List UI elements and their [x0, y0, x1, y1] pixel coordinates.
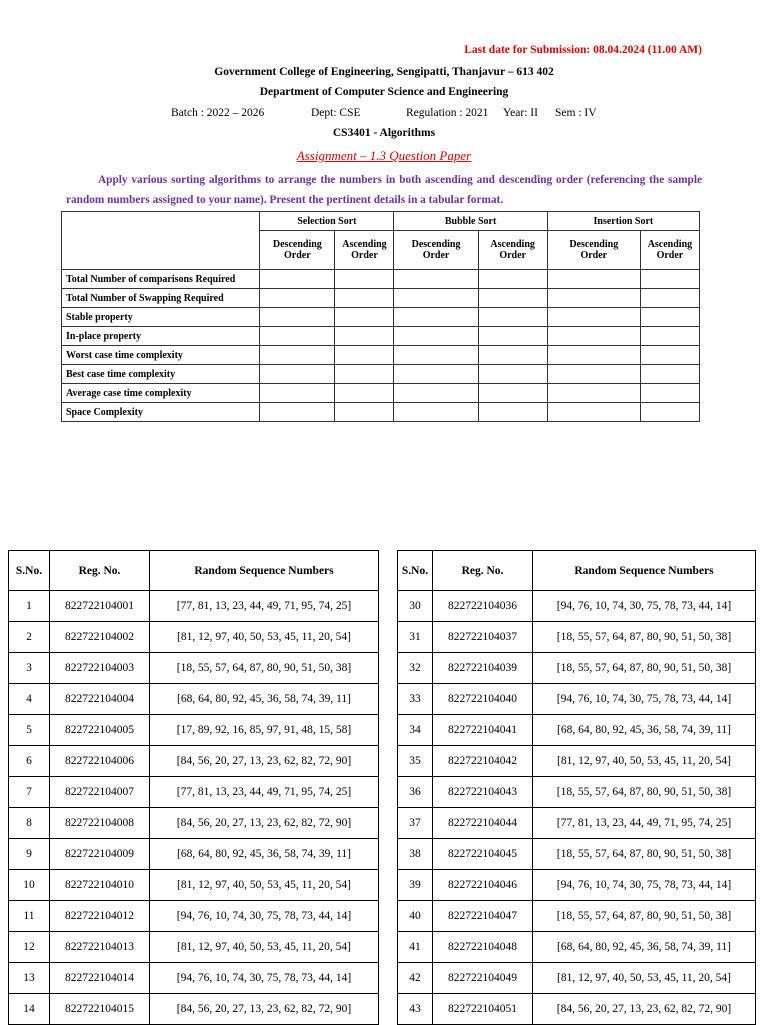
reg-no-cell: 822722104005 — [50, 715, 150, 746]
sorting-summary-table — [61, 211, 700, 422]
course-title: CS3401 - Algorithms — [332, 127, 436, 139]
answer-cell — [260, 365, 335, 384]
order-header: Ascending Order — [335, 231, 394, 270]
answer-cell — [335, 403, 394, 422]
table-row — [398, 870, 756, 901]
sequence-cell: [77, 81, 13, 23, 44, 49, 71, 95, 74, 25] — [533, 808, 756, 839]
table-row — [9, 777, 379, 808]
reg-no-cell: 822722104009 — [50, 839, 150, 870]
summary-row-label: In-place property — [62, 327, 260, 346]
table-row — [9, 653, 379, 684]
reg-no-cell: 822722104042 — [433, 746, 533, 777]
algo-header-insertion: Insertion Sort — [547, 212, 699, 231]
answer-cell — [478, 327, 547, 346]
answer-cell — [478, 289, 547, 308]
summary-row-label: Total Number of Swapping Required — [62, 289, 260, 308]
reg-no-cell: 822722104001 — [50, 591, 150, 622]
summary-row — [62, 346, 700, 365]
sequence-cell: [81, 12, 97, 40, 50, 53, 45, 11, 20, 54] — [150, 622, 379, 653]
reg-no-cell: 822722104036 — [433, 591, 533, 622]
table-row — [398, 622, 756, 653]
col-header-sno: S.No. — [398, 551, 433, 591]
sequence-cell: [18, 55, 57, 64, 87, 80, 90, 51, 50, 38] — [533, 839, 756, 870]
answer-cell — [547, 289, 640, 308]
answer-cell — [260, 270, 335, 289]
answer-cell — [260, 403, 335, 422]
answer-cell — [394, 346, 478, 365]
sequence-cell: [68, 64, 80, 92, 45, 36, 58, 74, 39, 11] — [150, 684, 379, 715]
answer-cell — [335, 365, 394, 384]
sno-cell: 30 — [398, 591, 433, 622]
answer-cell — [478, 384, 547, 403]
reg-no-cell: 822722104012 — [50, 901, 150, 932]
reg-no-cell: 822722104013 — [50, 932, 150, 963]
order-header: Descending Order — [394, 231, 478, 270]
answer-cell — [335, 289, 394, 308]
summary-row-label: Worst case time complexity — [62, 346, 260, 365]
sequence-cell: [68, 64, 80, 92, 45, 36, 58, 74, 39, 11] — [533, 715, 756, 746]
reg-no-cell: 822722104015 — [50, 994, 150, 1025]
sequence-cell: [68, 64, 80, 92, 45, 36, 58, 74, 39, 11] — [533, 932, 756, 963]
table-row — [398, 839, 756, 870]
year: Year: II — [503, 107, 538, 119]
answer-cell — [260, 289, 335, 308]
sequence-cell: [77, 81, 13, 23, 44, 49, 71, 95, 74, 25] — [150, 777, 379, 808]
reg-no-cell: 822722104004 — [50, 684, 150, 715]
table-row — [398, 994, 756, 1025]
table-row — [398, 808, 756, 839]
algo-header-selection: Selection Sort — [260, 212, 394, 231]
summary-row-label: Best case time complexity — [62, 365, 260, 384]
sequence-table-left — [8, 550, 379, 1025]
sno-cell: 35 — [398, 746, 433, 777]
table-row — [398, 777, 756, 808]
table-row — [9, 963, 379, 994]
answer-cell — [640, 289, 699, 308]
table-row — [9, 591, 379, 622]
sequence-cell: [94, 76, 10, 74, 30, 75, 78, 73, 44, 14] — [533, 870, 756, 901]
algo-header-bubble: Bubble Sort — [394, 212, 547, 231]
sno-cell: 40 — [398, 901, 433, 932]
semester: Sem : IV — [555, 107, 597, 119]
table-row — [398, 591, 756, 622]
answer-cell — [547, 384, 640, 403]
table-row — [9, 684, 379, 715]
department-name: Department of Computer Science and Engineering — [259, 86, 509, 98]
dept-code: Dept: CSE — [311, 107, 361, 119]
reg-no-cell: 822722104006 — [50, 746, 150, 777]
regulation: Regulation : 2021 — [406, 107, 489, 119]
answer-cell — [394, 384, 478, 403]
reg-no-cell: 822722104040 — [433, 684, 533, 715]
sequence-cell: [94, 76, 10, 74, 30, 75, 78, 73, 44, 14] — [533, 684, 756, 715]
table-row — [9, 808, 379, 839]
answer-cell — [478, 308, 547, 327]
reg-no-cell: 822722104045 — [433, 839, 533, 870]
reg-no-cell: 822722104043 — [433, 777, 533, 808]
reg-no-cell: 822722104048 — [433, 932, 533, 963]
table-row — [398, 963, 756, 994]
summary-row-label: Average case time complexity — [62, 384, 260, 403]
answer-cell — [640, 270, 699, 289]
table-row — [9, 622, 379, 653]
sno-cell: 12 — [9, 932, 50, 963]
reg-no-cell: 822722104007 — [50, 777, 150, 808]
sequence-cell: [94, 76, 10, 74, 30, 75, 78, 73, 44, 14] — [533, 591, 756, 622]
col-header-seq: Random Sequence Numbers — [533, 551, 756, 591]
summary-row — [62, 365, 700, 384]
table-row — [9, 870, 379, 901]
sequence-cell: [84, 56, 20, 27, 13, 23, 62, 82, 72, 90] — [150, 994, 379, 1025]
summary-row-label: Total Number of comparisons Required — [62, 270, 260, 289]
sequence-cell: [18, 55, 57, 64, 87, 80, 90, 51, 50, 38] — [533, 622, 756, 653]
answer-cell — [335, 384, 394, 403]
table-row — [398, 746, 756, 777]
answer-cell — [335, 270, 394, 289]
sno-cell: 13 — [9, 963, 50, 994]
answer-cell — [640, 308, 699, 327]
sequence-cell: [84, 56, 20, 27, 13, 23, 62, 82, 72, 90] — [150, 808, 379, 839]
sno-cell: 7 — [9, 777, 50, 808]
summary-row — [62, 289, 700, 308]
sno-cell: 8 — [9, 808, 50, 839]
sequence-cell: [84, 56, 20, 27, 13, 23, 62, 82, 72, 90] — [533, 994, 756, 1025]
answer-cell — [640, 346, 699, 365]
sno-cell: 14 — [9, 994, 50, 1025]
sno-cell: 32 — [398, 653, 433, 684]
summary-row — [62, 308, 700, 327]
answer-cell — [478, 403, 547, 422]
sequence-cell: [18, 55, 57, 64, 87, 80, 90, 51, 50, 38] — [150, 653, 379, 684]
answer-cell — [260, 308, 335, 327]
sequence-cell: [68, 64, 80, 92, 45, 36, 58, 74, 39, 11] — [150, 839, 379, 870]
summary-row — [62, 403, 700, 422]
sno-cell: 1 — [9, 591, 50, 622]
college-name: Government College of Engineering, Sengipatti, Thanjavur – 613 402 — [214, 66, 554, 78]
col-header-sno: S.No. — [9, 551, 50, 591]
answer-cell — [260, 346, 335, 365]
table-row — [398, 932, 756, 963]
answer-cell — [394, 403, 478, 422]
sno-cell: 36 — [398, 777, 433, 808]
sequence-cell: [18, 55, 57, 64, 87, 80, 90, 51, 50, 38] — [533, 901, 756, 932]
summary-row — [62, 270, 700, 289]
col-header-reg: Reg. No. — [50, 551, 150, 591]
order-header: Descending Order — [260, 231, 335, 270]
sno-cell: 11 — [9, 901, 50, 932]
sequence-cell: [18, 55, 57, 64, 87, 80, 90, 51, 50, 38] — [533, 777, 756, 808]
table-row — [398, 684, 756, 715]
answer-cell — [394, 270, 478, 289]
sno-cell: 34 — [398, 715, 433, 746]
answer-cell — [335, 327, 394, 346]
answer-cell — [394, 308, 478, 327]
answer-cell — [547, 327, 640, 346]
sno-cell: 6 — [9, 746, 50, 777]
reg-no-cell: 822722104010 — [50, 870, 150, 901]
answer-cell — [260, 327, 335, 346]
table-row — [9, 901, 379, 932]
answer-cell — [394, 289, 478, 308]
sno-cell: 43 — [398, 994, 433, 1025]
sno-cell: 10 — [9, 870, 50, 901]
col-header-reg: Reg. No. — [433, 551, 533, 591]
sno-cell: 4 — [9, 684, 50, 715]
sequence-table-right — [397, 550, 756, 1025]
sno-cell: 5 — [9, 715, 50, 746]
sequence-cell: [18, 55, 57, 64, 87, 80, 90, 51, 50, 38] — [533, 653, 756, 684]
reg-no-cell: 822722104051 — [433, 994, 533, 1025]
answer-cell — [640, 327, 699, 346]
sequence-cell: [17, 89, 92, 16, 85, 97, 91, 48, 15, 58] — [150, 715, 379, 746]
answer-cell — [335, 346, 394, 365]
sequence-cell: [84, 56, 20, 27, 13, 23, 62, 82, 72, 90] — [150, 746, 379, 777]
table-row — [398, 901, 756, 932]
reg-no-cell: 822722104046 — [433, 870, 533, 901]
table-row — [9, 715, 379, 746]
sno-cell: 41 — [398, 932, 433, 963]
sno-cell: 2 — [9, 622, 50, 653]
summary-row-label: Space Complexity — [62, 403, 260, 422]
table-row — [9, 994, 379, 1025]
answer-cell — [547, 365, 640, 384]
submission-deadline: Last date for Submission: 08.04.2024 (11.00 AM) — [464, 44, 702, 56]
sno-cell: 33 — [398, 684, 433, 715]
answer-cell — [547, 403, 640, 422]
order-header: Descending Order — [547, 231, 640, 270]
table-row — [398, 653, 756, 684]
answer-cell — [394, 365, 478, 384]
answer-cell — [394, 327, 478, 346]
reg-no-cell: 822722104003 — [50, 653, 150, 684]
answer-cell — [640, 384, 699, 403]
answer-cell — [640, 403, 699, 422]
sequence-cell: [94, 76, 10, 74, 30, 75, 78, 73, 44, 14] — [150, 963, 379, 994]
batch: Batch : 2022 – 2026 — [171, 107, 265, 119]
instructions: Apply various sorting algorithms to arrange the numbers in both ascending and descending order (referencing the sample random numbers assigned to your name). Present the pertinent details in a tabular format. — [66, 174, 702, 206]
order-header: Ascending Order — [478, 231, 547, 270]
answer-cell — [547, 346, 640, 365]
sno-cell: 31 — [398, 622, 433, 653]
sno-cell: 42 — [398, 963, 433, 994]
table-row — [9, 839, 379, 870]
sequence-cell: [81, 12, 97, 40, 50, 53, 45, 11, 20, 54] — [533, 746, 756, 777]
table-row — [9, 932, 379, 963]
sno-cell: 37 — [398, 808, 433, 839]
reg-no-cell: 822722104008 — [50, 808, 150, 839]
reg-no-cell: 822722104037 — [433, 622, 533, 653]
reg-no-cell: 822722104002 — [50, 622, 150, 653]
sno-cell: 3 — [9, 653, 50, 684]
sequence-cell: [77, 81, 13, 23, 44, 49, 71, 95, 74, 25] — [150, 591, 379, 622]
summary-row — [62, 384, 700, 403]
sno-cell: 38 — [398, 839, 433, 870]
sno-cell: 9 — [9, 839, 50, 870]
answer-cell — [547, 308, 640, 327]
answer-cell — [335, 308, 394, 327]
sequence-cell: [81, 12, 97, 40, 50, 53, 45, 11, 20, 54] — [150, 870, 379, 901]
sno-cell: 39 — [398, 870, 433, 901]
sequence-cell: [81, 12, 97, 40, 50, 53, 45, 11, 20, 54] — [150, 932, 379, 963]
answer-cell — [478, 270, 547, 289]
col-header-seq: Random Sequence Numbers — [150, 551, 379, 591]
reg-no-cell: 822722104039 — [433, 653, 533, 684]
sequence-cell: [94, 76, 10, 74, 30, 75, 78, 73, 44, 14] — [150, 901, 379, 932]
summary-row-label: Stable property — [62, 308, 260, 327]
answer-cell — [640, 365, 699, 384]
reg-no-cell: 822722104014 — [50, 963, 150, 994]
order-header: Ascending Order — [640, 231, 699, 270]
table-row — [398, 715, 756, 746]
reg-no-cell: 822722104044 — [433, 808, 533, 839]
sequence-cell: [81, 12, 97, 40, 50, 53, 45, 11, 20, 54] — [533, 963, 756, 994]
reg-no-cell: 822722104041 — [433, 715, 533, 746]
table-row — [9, 746, 379, 777]
answer-cell — [478, 365, 547, 384]
summary-row — [62, 327, 700, 346]
answer-cell — [260, 384, 335, 403]
answer-cell — [478, 346, 547, 365]
summary-corner-cell — [62, 212, 260, 270]
reg-no-cell: 822722104047 — [433, 901, 533, 932]
assignment-title: Assignment – 1.3 Question Paper — [296, 148, 472, 163]
reg-no-cell: 822722104049 — [433, 963, 533, 994]
answer-cell — [547, 270, 640, 289]
